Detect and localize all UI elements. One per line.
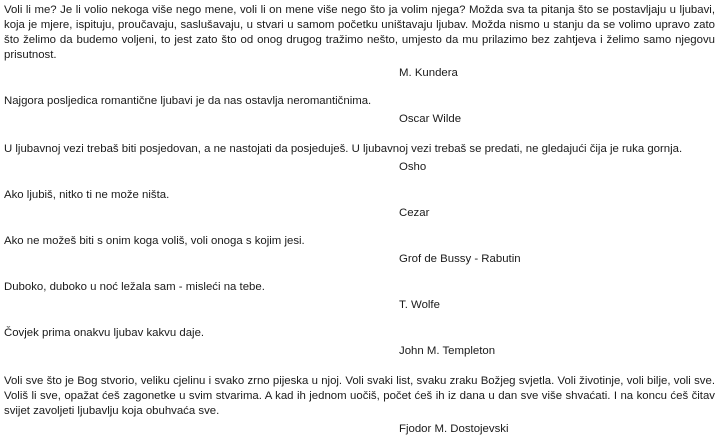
quote-text: Voli sve što je Bog stvorio, veliku cjelinu i svako zrno pijeska u njoj. Voli svaki list, svaku zraku Božjeg svjetla. Voli životinje, voli bilje, voli sve. Voliš li sve, opažat ćeš zagonetke u svim stvarima. A kad ih jednom uočiš, počet ćeš ih iz dana u dan sve više shvaćati. I na koncu ćeš čitav svijet zavoljeti ljubavlju koja obuhvaća sve. bbox=[4, 375, 715, 417]
quote-author: Fjodor M. Dostojevski bbox=[399, 423, 509, 435]
quote-text: Čovjek prima onakvu ljubav kakvu daje. bbox=[4, 327, 205, 339]
quote-block bbox=[4, 374, 716, 437]
quote-author: Cezar bbox=[399, 207, 430, 219]
quote-text: Ako ljubiš, nitko ti ne može ništa. bbox=[4, 189, 170, 201]
quote-author: Osho bbox=[399, 161, 427, 173]
quote-block bbox=[4, 3, 716, 81]
quote-block bbox=[4, 188, 716, 221]
quote-text: Voli li me? Je li volio nekoga više nego mene, voli li on mene više nego što ja volim njega? Možda sva ta pitanja što se postavljaju u ljubavi, koja je mjere, ispituju, proučavaju, saslušavaju, u stvari u samom početku uništavaju ljubav. Možda nismo u stanju da se volimo upravo zato što želimo da budemo voljeni, to jest zato što od onog drugog tražimo nešto, umjesto da mu prilazimo bez zahtjeva i želimo samo njegovu prisutnost. bbox=[4, 4, 715, 61]
quote-block bbox=[4, 94, 716, 127]
quote-block bbox=[4, 234, 716, 267]
quote-author: T. Wolfe bbox=[399, 299, 440, 311]
quote-author: John M. Templeton bbox=[399, 345, 496, 357]
quote-text: U ljubavnoj vezi trebaš biti posjedovan, a ne nastojati da posjeduješ. U ljubavnoj vezi trebaš se predati, ne gledajući čija je ruka gornja. bbox=[4, 143, 683, 155]
quote-text: Duboko, duboko u noć ležala sam - misleći na tebe. bbox=[4, 281, 265, 293]
quote-author: Oscar Wilde bbox=[399, 113, 462, 125]
quote-text: Najgora posljedica romantične ljubavi je da nas ostavlja neromantičnima. bbox=[4, 95, 372, 107]
quote-block bbox=[4, 326, 716, 359]
quote-text: Ako ne možeš biti s onim koga voliš, voli onoga s kojim jesi. bbox=[4, 235, 305, 247]
quote-author: M. Kundera bbox=[399, 67, 458, 79]
quote-author: Grof de Bussy - Rabutin bbox=[399, 253, 521, 265]
quote-block bbox=[4, 280, 716, 313]
quote-block bbox=[4, 142, 716, 175]
